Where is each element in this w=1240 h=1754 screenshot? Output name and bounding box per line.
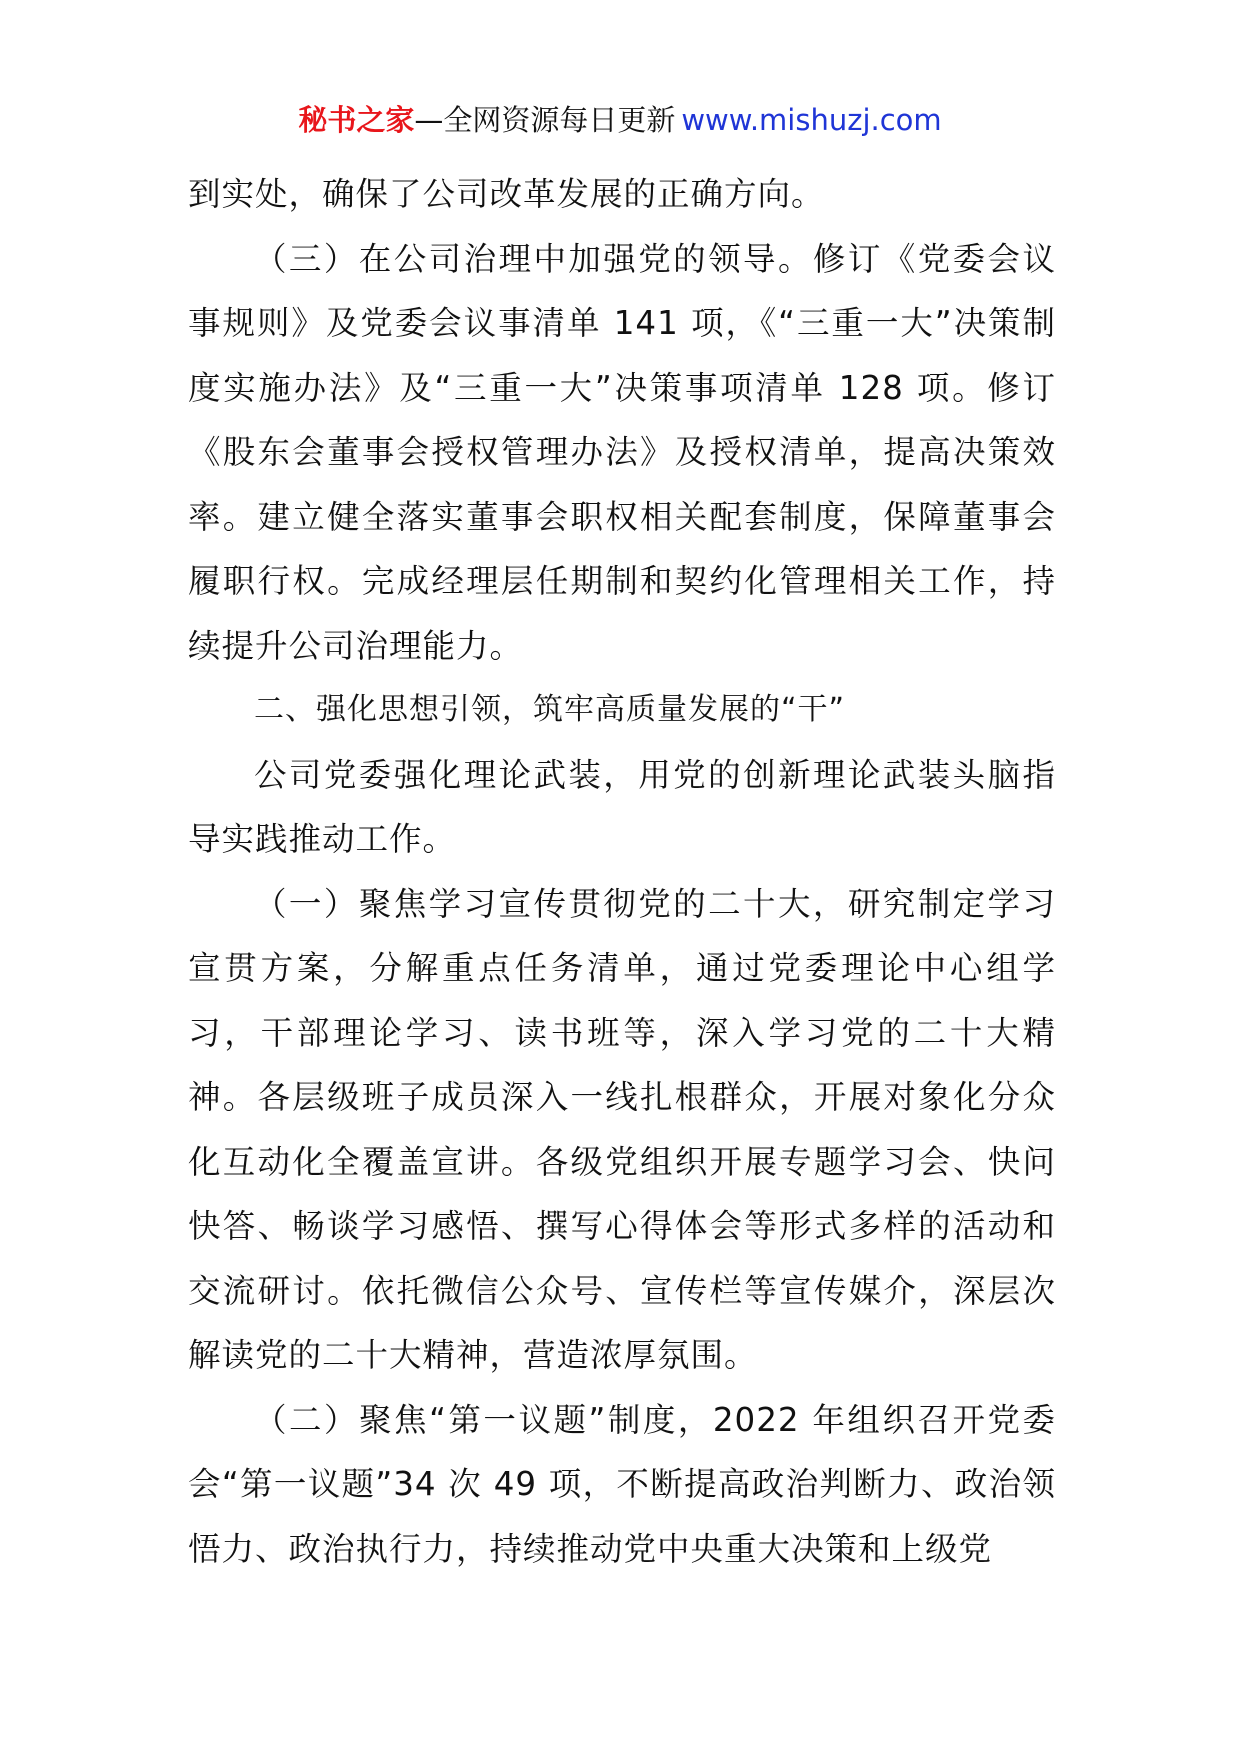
paragraph-twentieth-congress: （一）聚焦学习宣传贯彻党的二十大，研究制定学习宣贯方案，分解重点任务清单，通过党委理论中心组学习，干部理论学习、读书班等，深入学习党的二十大精神。各层级班子成员深入一线扎根群众，开展对象化分众化互动化全覆盖宣讲。各级党组织开展专题学习会、快问快答、畅谈学习感悟、撰写心得体会等形式多样的活动和交流研讨。依托微信公众号、宣传栏等宣传媒介，深层次解读党的二十大精神，营造浓厚氛围。 (188, 884, 1056, 1374)
site-url-link[interactable]: www.mishuzj.com (681, 103, 942, 137)
paragraph-governance: （三）在公司治理中加强党的领导。修订《党委会议事规则》及党委会议事清单 141 项，《“三重一大”决策制度实施办法》及“三重一大”决策事项清单 128 项。修订《股东会董事会授权管理办法》及授权清单，提高决策效率。建立健全落实董事会职权相关配套制度，保障董事会履职行权。完成经理层任期制和契约化管理相关工作，持续提升公司治理能力。 (188, 239, 1056, 665)
paragraph-theory: 公司党委强化理论武装，用党的创新理论武装头脑指导实践推动工作。 (188, 755, 1056, 858)
document-body (188, 162, 1056, 1581)
header-tagline: —全网资源每日更新 (414, 103, 676, 137)
paragraph-continuation: 到实处，确保了公司改革发展的正确方向。 (188, 175, 825, 213)
section-heading: 二、强化思想引领，筑牢高质量发展的“干” (254, 692, 846, 727)
brand-name: 秘书之家 (298, 103, 415, 137)
site-header (0, 100, 1240, 140)
paragraph-first-topic: （二）聚焦“第一议题”制度，2022 年组织召开党委会“第一议题”34 次 49 项，不断提高政治判断力、政治领悟力、政治执行力，持续推动党中央重大决策和上级党 (188, 1400, 1056, 1568)
